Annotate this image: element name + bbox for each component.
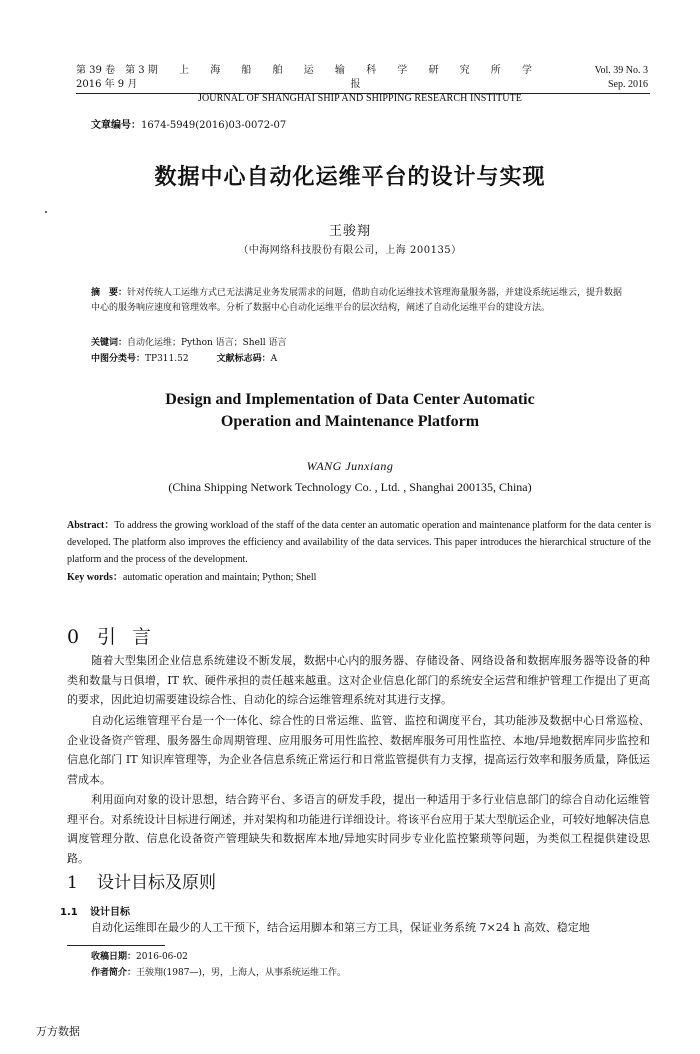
subsection-heading-1-1 <box>60 903 130 918</box>
footnote-author-bio <box>91 966 346 980</box>
header-rule <box>76 93 650 94</box>
paragraph-text: 自动化运维即在最少的人工干预下，结合运用脚本和第三方工具，保证业务系统 7×24 h 高效、稳定地 <box>91 921 590 934</box>
keywords-en <box>67 568 316 583</box>
clc-value: TP311.52 <box>145 354 189 364</box>
section-0-number: 0 <box>67 626 82 648</box>
section-1-title: 设计目标及原则 <box>97 873 216 893</box>
abstract-cn-label: 摘 要： <box>91 288 128 298</box>
paragraph-text: 利用面向对象的设计思想，结合跨平台、多语言的研发手段，提出一种适用于多行业信息部门的综合自动化运维管理平台。对系统设计目标进行阐述，并对架构和功能进行详细设计。将该平台应用于某大型航运企业，可较好地解决信息调度管理分散、信息化设备资产管理缺失和数据库本地/异地实时同步专业化监控繁琐等问题，为类似工程提供建设思路。 <box>67 793 650 865</box>
title-en-line2: Operation and Maintenance Platform <box>220 413 480 430</box>
keywords-en-label: Key words： <box>67 572 123 583</box>
author-en <box>0 459 700 474</box>
clc-label: 中图分类号： <box>91 354 146 364</box>
section-heading-1 <box>67 868 216 893</box>
paragraph-text: 自动化运维管理平台是一个一体化、综合性的日常运维、监管、监控和调度平台，其功能涉及数据中心日常巡检、企业设备资产管理、服务器生命周期管理、应用服务可用性监控、数据库服务可用性监控、本地/异地数据库同步监控和信息化部门 IT 知识库管理等，为企业各信息系统正常运行和日常监管提供有力支撑，提高运行效率和服务质量，降低运营成本。 <box>67 714 650 786</box>
article-id-value: 1674-5949(2016)03-0072-07 <box>141 120 287 131</box>
keywords-cn <box>91 336 631 351</box>
date-cn: 2016 年 9 月 <box>76 79 138 90</box>
author-cn: 王骏翔 <box>328 224 371 239</box>
abstract-cn <box>91 286 631 316</box>
body-paragraph-3 <box>67 790 650 868</box>
subsection-1-1-title: 设计目标 <box>90 907 130 918</box>
paragraph-text: 随着大型集团企业信息系统建设不断发展，数据中心内的服务器、存储设备、网络设备和数据库服务器等设备的种类和数量与日俱增，IT 软、硬件承担的责任越来越重。这对企业信息化部门的系统安全运营和维护管理工作提出了更高的要求，因此迫切需要建设综合性、自动化的综合运维管理系统对其进行支撑。 <box>67 654 650 706</box>
affiliation-en: (China Shipping Network Technology Co. , Ltd. , Shanghai 200135, China) <box>168 480 532 494</box>
source-watermark: 万方数据 <box>36 1025 80 1038</box>
journal-name-en: JOURNAL OF SHANGHAI SHIP AND SHIPPING RESEARCH INSTITUTE <box>197 93 523 104</box>
title-en-line1: Design and Implementation of Data Center Automatic <box>165 391 535 408</box>
header-right <box>595 64 648 92</box>
article-id-label: 文章编号： <box>91 120 141 131</box>
page-title-cn: 数据中心自动化运维平台的设计与实现 <box>154 165 546 190</box>
body-paragraph-2 <box>67 711 650 789</box>
scan-speck <box>45 211 47 213</box>
section-heading-0 <box>67 622 167 649</box>
body-paragraph-1 <box>67 651 650 710</box>
header-left <box>76 64 158 92</box>
bio-text: 王骏翔(1987—)，男，上海人，从事系统运维工作。 <box>136 968 346 978</box>
abstract-en <box>67 517 651 568</box>
doc-code-value: A <box>270 354 278 364</box>
header-center <box>170 64 550 106</box>
subsection-1-1-number: 1.1 <box>60 907 78 918</box>
classification-line <box>91 352 631 367</box>
abstract-en-label: Abstract： <box>67 520 115 531</box>
section-1-number: 1 <box>67 873 78 893</box>
keywords-en-text: automatic operation and maintain; Python; Shell <box>122 572 317 583</box>
abstract-cn-text: 针对传统人工运维方式已无法满足业务发展需求的问题，借助自动化运维技术管理海量服务器，并建设系统运维云，提升数据中心的服务响应速度和管理效率。分析了数据中心自动化运维平台的层次结构，阐述了自动化运维平台的建设方法。 <box>91 288 623 313</box>
received-date: 2016-06-02 <box>136 952 188 962</box>
date-en: Sep. 2016 <box>608 79 648 90</box>
article-id <box>91 116 286 131</box>
section-0-title: 引言 <box>97 626 168 648</box>
volume-issue-en: Vol. 39 No. 3 <box>594 65 648 76</box>
keywords-cn-text: 自动化运维；Python 语言；Shell 语言 <box>127 338 287 348</box>
page-title-en <box>0 389 700 433</box>
keywords-cn-label: 关键词： <box>91 338 128 348</box>
abstract-en-text: To address the growing workload of the staff of the data center an automatic operation and maintenance platform for the data center is developed. The platform also improves the efficiency and availability of the data services. This paper introduces the hierarchical structure of the platform and the process of the development. <box>67 520 651 565</box>
volume-issue-cn: 第 39 卷 第 3 期 <box>76 65 158 76</box>
bio-label: 作者简介： <box>91 968 137 978</box>
received-label: 收稿日期： <box>91 952 137 962</box>
footnote-rule <box>67 945 165 946</box>
footnote-received <box>91 950 188 964</box>
body-paragraph-4 <box>67 918 650 938</box>
affiliation-cn: （中海网络科技股份有限公司，上海 200135） <box>238 245 462 256</box>
doc-code-label: 文献标志码： <box>216 354 271 364</box>
author-en-name: WANG Junxiang <box>306 459 394 473</box>
journal-name-cn: 上 海 船 舶 运 输 科 学 研 究 所 学 报 <box>179 65 541 90</box>
